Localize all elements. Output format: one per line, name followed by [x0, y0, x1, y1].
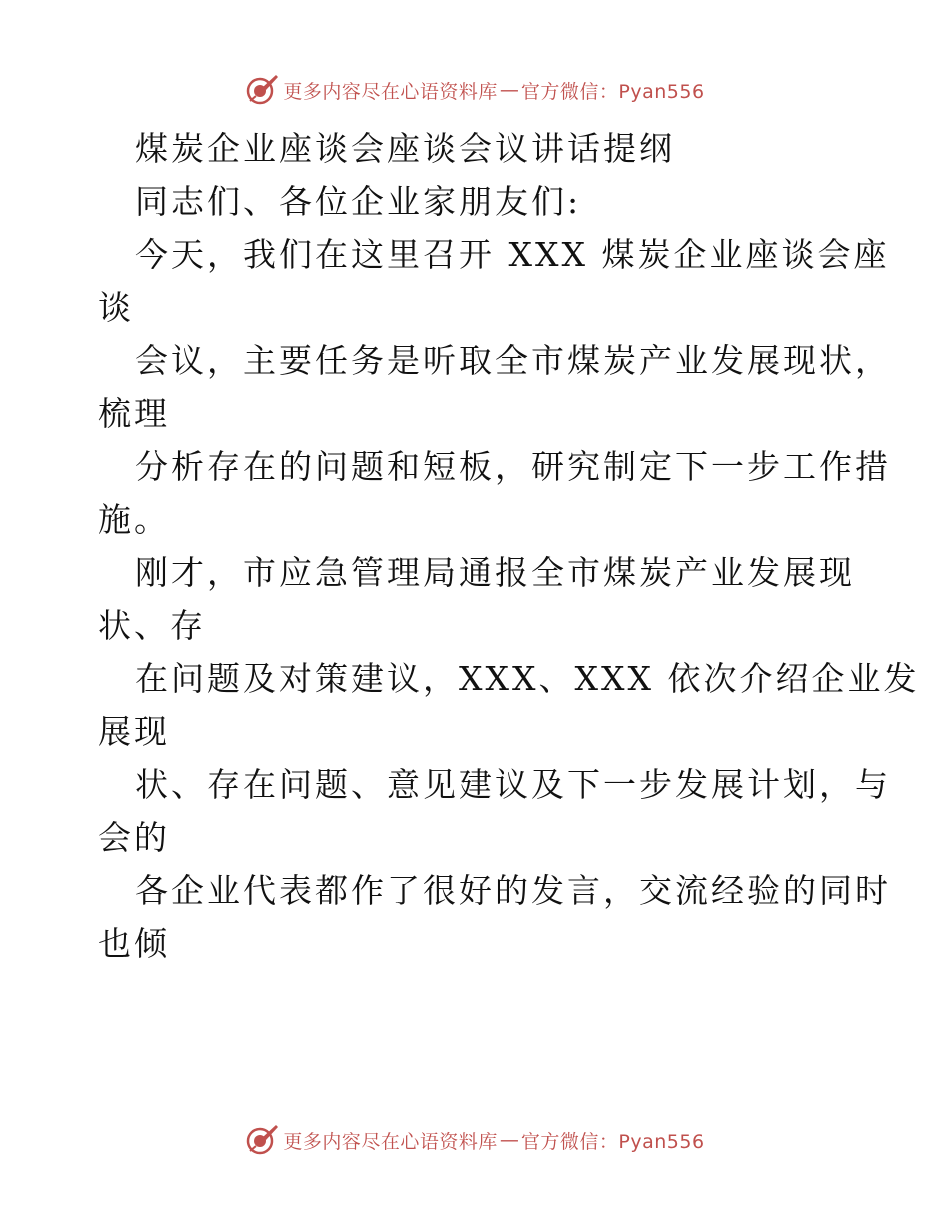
document-line: 梳理: [98, 394, 170, 433]
document-line: 今天，我们在这里召开 XXX 煤炭企业座谈会座: [135, 235, 890, 274]
banner-site-text: 更多内容尽在心语资料库: [283, 1130, 498, 1153]
document-line: 施。: [98, 500, 170, 539]
document-line: 状、存在问题、意见建议及下一步发展计划，与: [135, 765, 891, 804]
document-line: 会议，主要任务是听取全市煤炭产业发展现状，: [135, 341, 891, 380]
banner-dash: —: [499, 79, 519, 101]
document-line: 在问题及对策建议，XXX、XXX 依次介绍企业发: [135, 659, 920, 698]
banner-wechat-text: 官方微信：Pyan556: [520, 80, 705, 103]
document-line: 分析存在的问题和短板，研究制定下一步工作措: [135, 447, 891, 486]
document-line: 谈: [98, 288, 134, 327]
document-line: 煤炭企业座谈会座谈会议讲话提纲: [135, 129, 675, 168]
document-line: 也倾: [98, 924, 170, 963]
document-line: 状、存: [98, 606, 206, 645]
document-line: 各企业代表都作了很好的发言，交流经验的同时: [135, 871, 891, 910]
banner-wechat-text: 官方微信：Pyan556: [520, 1130, 705, 1153]
pen-logo-icon: [245, 1123, 279, 1157]
banner-site-text: 更多内容尽在心语资料库: [283, 80, 498, 103]
header-banner: [0, 70, 950, 110]
document-line: 展现: [98, 712, 170, 751]
banner-dash: —: [499, 1129, 519, 1151]
document-line: 会的: [98, 818, 170, 857]
document-line: 同志们、各位企业家朋友们:: [135, 182, 582, 221]
footer-banner: [0, 1120, 950, 1160]
document-body: [98, 122, 920, 970]
document-line: 刚才，市应急管理局通报全市煤炭产业发展现: [135, 553, 855, 592]
pen-logo-icon: [245, 73, 279, 107]
